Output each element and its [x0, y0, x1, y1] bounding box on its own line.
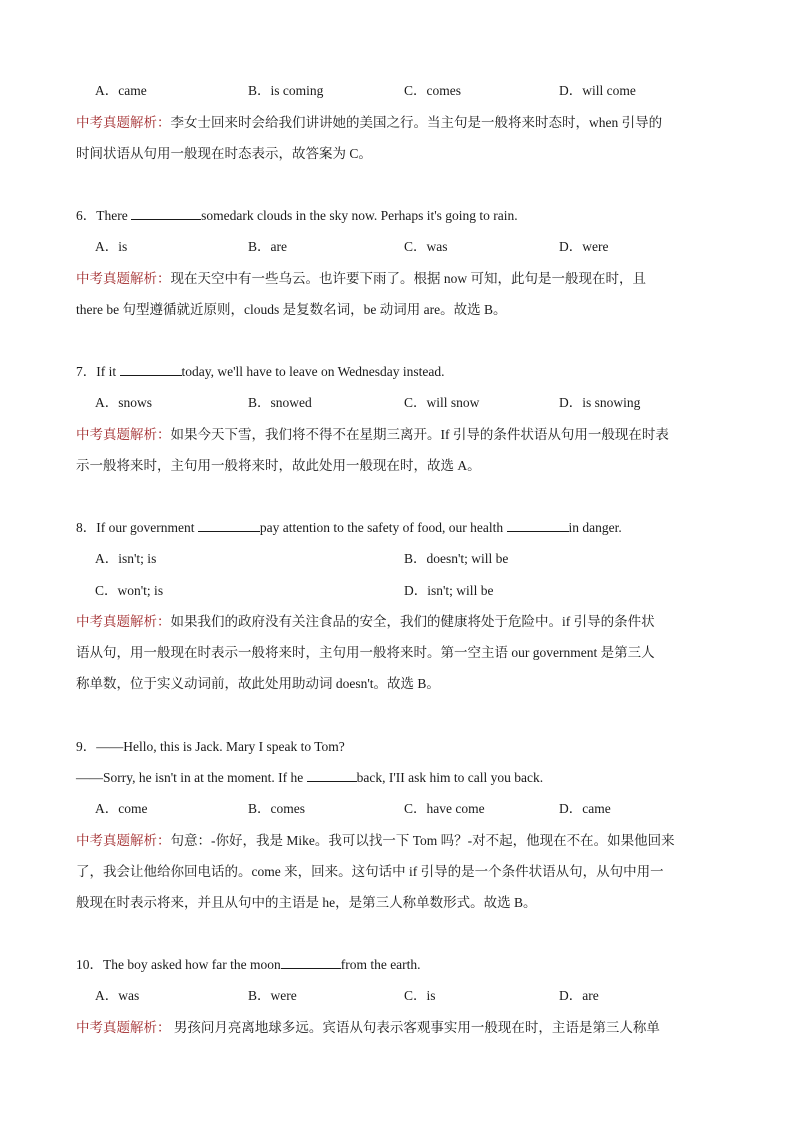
q9-option-a[interactable]: A．come — [95, 801, 148, 816]
q10-stem: 10．The boy asked how far the moon from the earth. — [76, 957, 421, 972]
q8-stem: 8．If our government pay attention to the safety of food, our health in danger. — [76, 520, 622, 535]
q6-option-c[interactable]: C．was — [404, 239, 448, 254]
q7-option-a[interactable]: A．snows — [95, 395, 153, 410]
q7-analysis-line-1: 中考真题解析：如果今天下雪，我们将不得不在星期三离开。If 引导的条件状语从句用一般现在时表 — [76, 427, 669, 442]
q8-blank-2[interactable] — [507, 518, 569, 532]
q9-analysis-line-2: 了，我会让他给你回电话的。come 来，回来。这句话中 if 引导的是一个条件状语从句，从句中用一 — [76, 864, 664, 879]
q9-analysis-line-3: 般现在时表示将来，并且从句中的主语是 he，是第三人称单数形式。故选 B。 — [76, 895, 537, 910]
q7-option-d[interactable]: D．is snowing — [559, 395, 641, 410]
analysis-label: 中考真题解析： — [76, 614, 171, 629]
q9-option-d[interactable]: D．came — [559, 801, 611, 816]
q8-option-a[interactable]: A．isn't; is — [95, 551, 157, 566]
q5-option-c[interactable]: C．comes — [404, 83, 461, 98]
q10-options — [95, 986, 754, 1006]
analysis-label: 中考真题解析： — [76, 833, 171, 848]
q9-analysis-line-1: 中考真题解析：句意：-你好，我是 Mike。我可以找一下 Tom 吗？-对不起，他现在不在。如果他回来 — [76, 833, 675, 848]
q7-analysis-line-2: 示一般将来时，主句用一般将来时，故此处用一般现在时，故选 A。 — [76, 458, 481, 473]
q7-blank[interactable] — [120, 362, 182, 376]
q8-analysis-line-2: 语从句，用一般现在时表示一般将来时，主句用一般将来时。第一空主语 our government 是第三人 — [76, 645, 655, 660]
q6-option-d[interactable]: D．were — [559, 239, 609, 254]
q7-option-c[interactable]: C．will snow — [404, 395, 480, 410]
q5-options — [95, 81, 754, 101]
q5-option-b[interactable]: B．is coming — [248, 83, 324, 98]
q10-option-b[interactable]: B．were — [248, 988, 297, 1003]
q7-option-b[interactable]: B．snowed — [248, 395, 312, 410]
q6-options — [95, 237, 754, 257]
q8-analysis-line-3: 称单数，位于实义动词前，故此处用助动词 doesn't。故选 B。 — [76, 676, 440, 691]
q6-analysis-line-1: 中考真题解析：现在天空中有一些乌云。也许要下雨了。根据 now 可知，此句是一般现在时，且 — [76, 271, 646, 286]
q9-stem-line-2: ——Sorry, he isn't in at the moment. If he back, I'II ask him to call you back. — [76, 770, 544, 785]
q6-stem: 6．There somedark clouds in the sky now. Perhaps it's going to rain. — [76, 208, 518, 223]
q8-analysis-line-1: 中考真题解析：如果我们的政府没有关注食品的安全，我们的健康将处于危险中。if 引导的条件状 — [76, 614, 655, 629]
q9-option-b[interactable]: B．comes — [248, 801, 305, 816]
q5-analysis-line-1: 中考真题解析：李女士回来时会给我们讲讲她的美国之行。当主句是一般将来时态时，when 引导的 — [76, 115, 663, 130]
q6-blank[interactable] — [131, 206, 201, 220]
q10-analysis-line-1: 中考真题解析： 男孩问月亮离地球多远。宾语从句表示客观事实用一般现在时，主语是第三人称单 — [76, 1020, 660, 1035]
q9-blank[interactable] — [307, 768, 357, 782]
q7-stem: 7．If it today, we'll have to leave on Wednesday instead. — [76, 364, 445, 379]
q5-option-a[interactable]: A．came — [95, 83, 147, 98]
q6-option-b[interactable]: B．are — [248, 239, 287, 254]
q8-option-d[interactable]: D．isn't; will be — [404, 583, 494, 598]
q7-options — [95, 393, 754, 413]
q8-options-row-2 — [95, 581, 754, 601]
q9-options — [95, 799, 754, 819]
q8-options-row-1 — [95, 549, 754, 569]
q10-option-d[interactable]: D．are — [559, 988, 599, 1003]
q10-option-a[interactable]: A．was — [95, 988, 140, 1003]
q9-option-c[interactable]: C．have come — [404, 801, 485, 816]
q5-option-d[interactable]: D．will come — [559, 83, 636, 98]
analysis-label: 中考真题解析： — [76, 1020, 171, 1035]
q8-blank-1[interactable] — [198, 518, 260, 532]
q6-analysis-line-2: there be 句型遵循就近原则，clouds 是复数名词，be 动词用 are。故选 B。 — [76, 302, 507, 317]
q8-option-b[interactable]: B．doesn't; will be — [404, 551, 509, 566]
q8-option-c[interactable]: C．won't; is — [95, 583, 164, 598]
analysis-label: 中考真题解析： — [76, 115, 171, 130]
analysis-label: 中考真题解析： — [76, 427, 171, 442]
q6-option-a[interactable]: A．is — [95, 239, 128, 254]
q10-blank[interactable] — [281, 955, 341, 969]
analysis-label: 中考真题解析： — [76, 271, 171, 286]
q10-option-c[interactable]: C．is — [404, 988, 436, 1003]
q5-analysis-line-2: 时间状语从句用一般现在时态表示，故答案为 C。 — [76, 146, 372, 161]
q9-stem-line-1: 9．——Hello, this is Jack. Mary I speak to Tom? — [76, 739, 345, 754]
